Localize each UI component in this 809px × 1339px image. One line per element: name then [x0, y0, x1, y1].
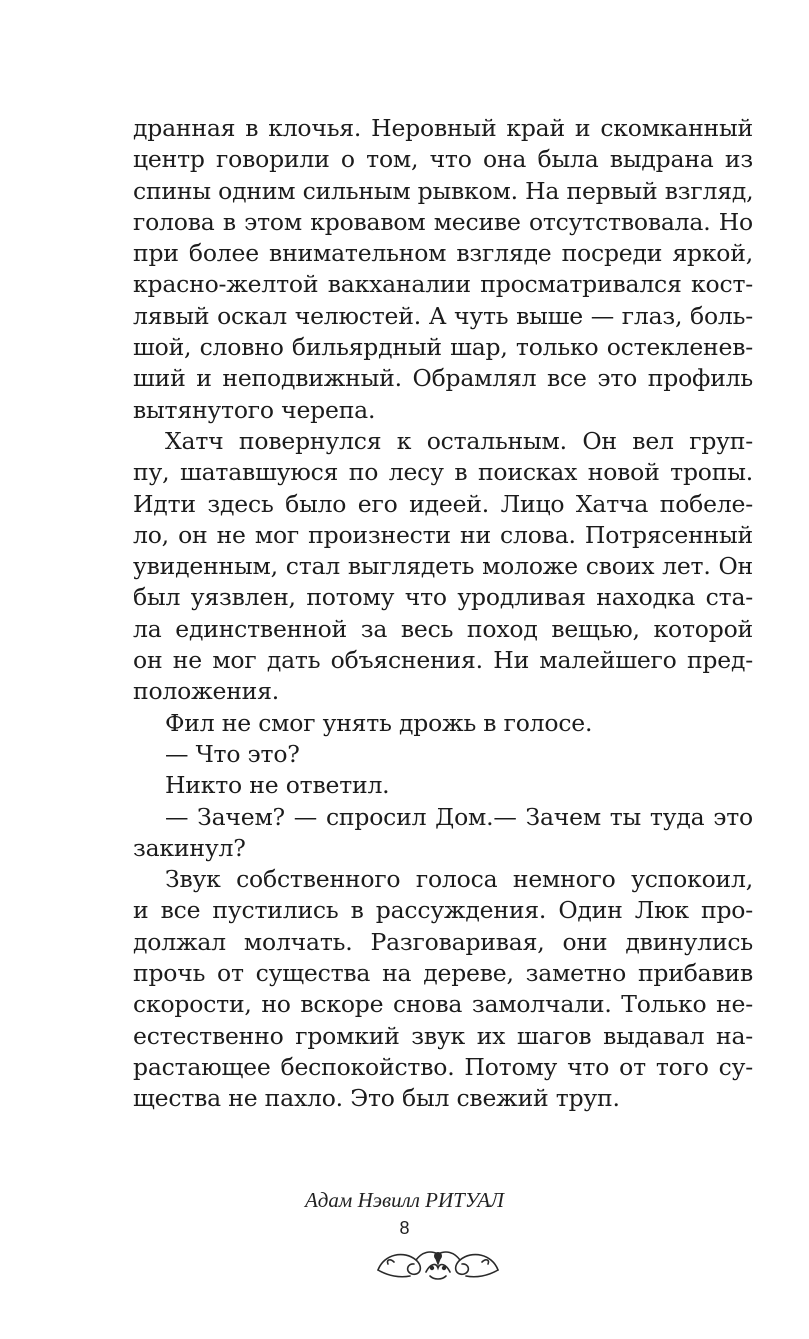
text-line: он не мог дать объяснения. Ни малейшего пред- — [133, 646, 753, 675]
text-line: спины одним сильным рывком. На первый взгляд, — [133, 176, 754, 205]
text-line: Звук собственного голоса немного успокоил, — [165, 865, 753, 894]
flourish-ornament-icon — [374, 1236, 502, 1284]
text-line: скорости, но вскоре снова замолчали. Только не- — [133, 990, 753, 1019]
text-line: ший и неподвижный. Обрамлял все это профиль — [133, 364, 753, 393]
text-line: — Что это? — [165, 739, 300, 768]
text-line: и все пустились в рассуждения. Один Люк про- — [133, 896, 753, 925]
running-footer-title: Адам Нэвилл РИТУАЛ — [304, 1188, 505, 1212]
text-line: был уязвлен, потому что уродливая находка ста- — [133, 583, 753, 612]
text-line: ло, он не мог произнести ни слова. Потрясенный — [133, 520, 753, 549]
text-line: ла единственной за весь поход вещью, которой — [133, 614, 753, 643]
text-line: Фил не смог унять дрожь в голосе. — [165, 708, 593, 737]
text-line: красно-желтой вакханалии просматривался кост- — [133, 270, 753, 299]
text-line: увиденным, стал выглядеть моложе своих лет. Он — [133, 552, 753, 581]
text-line: закинул? — [133, 833, 246, 862]
text-line: голова в этом кровавом месиве отсутствовала. Но — [133, 207, 753, 236]
text-line: щества не пахло. Это был свежий труп. — [133, 1084, 620, 1113]
text-line: прочь от существа на дереве, заметно прибавив — [133, 959, 753, 988]
text-line: Хатч повернулся к остальным. Он вел груп- — [165, 426, 753, 455]
text-line: лявый оскал челюстей. А чуть выше — глаз, боль- — [133, 301, 753, 330]
text-line: — Зачем? — спросил Дом.— Зачем ты туда это — [165, 802, 753, 831]
text-line: при более внимательном взгляде посреди яркой, — [133, 239, 753, 268]
text-line: вытянутого черепа. — [133, 395, 376, 424]
text-line: пу, шатавшуюся по лесу в поисках новой тропы. — [133, 458, 753, 487]
text-line: растающее беспокойство. Потому что от того су- — [133, 1052, 753, 1081]
page-number: 8 — [399, 1218, 410, 1238]
text-line: шой, словно бильярдный шар, только остекленев- — [133, 333, 753, 362]
text-line: естественно громкий звук их шагов выдавал на- — [133, 1021, 753, 1050]
text-line: центр говорили о том, что она была выдрана из — [133, 145, 753, 174]
text-line: дранная в клочья. Неровный край и скомканный — [133, 114, 753, 142]
text-line: должал молчать. Разговаривая, они двинулись — [133, 927, 753, 956]
text-line: Никто не ответил. — [165, 771, 390, 800]
body-text — [133, 113, 753, 1115]
text-line: Идти здесь было его идеей. Лицо Хатча побеле- — [133, 489, 753, 518]
text-line: положения. — [133, 677, 280, 706]
